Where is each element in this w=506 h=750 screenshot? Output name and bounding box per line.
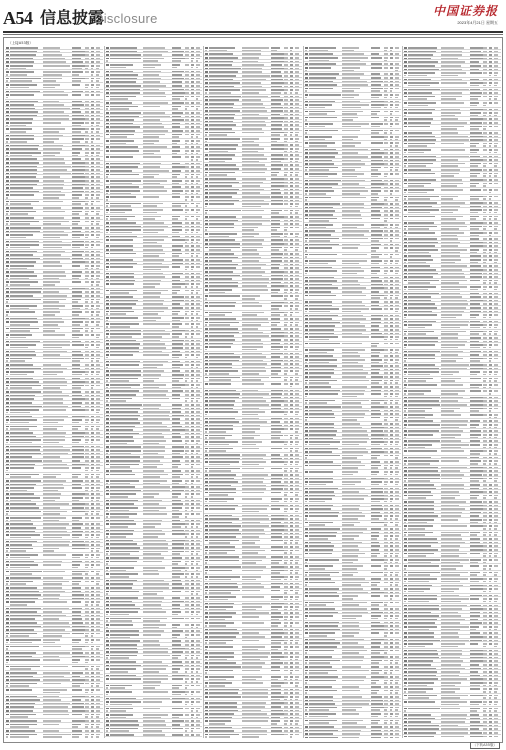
masthead [0, 0, 506, 34]
table-row [105, 737, 203, 739]
table-row [403, 735, 501, 739]
column-divider [303, 46, 304, 738]
table-column [5, 46, 103, 738]
table-row [204, 733, 302, 738]
header-rule-thin [3, 34, 503, 35]
table-column [403, 46, 501, 738]
page-number: A54 [3, 8, 33, 28]
continued-from-label: （上接A53版） [8, 41, 33, 45]
table-column [105, 46, 203, 738]
table-column [304, 46, 402, 738]
column-divider [203, 46, 204, 738]
section-title-en: Disclosure [94, 11, 158, 26]
issue-date: 2023年4月21日 星期五 [457, 20, 498, 25]
column-divider [104, 46, 105, 738]
column-divider [402, 46, 403, 738]
newspaper-logo: 中国证券报 [432, 4, 498, 18]
table-column [204, 46, 302, 738]
section-title-cn: 信息披露 [40, 8, 105, 27]
continued-to-label: （下转A55版） [470, 742, 500, 749]
header-rule [3, 31, 503, 33]
table-row [5, 733, 103, 739]
table-row [304, 736, 402, 738]
disclosure-table [3, 37, 503, 743]
